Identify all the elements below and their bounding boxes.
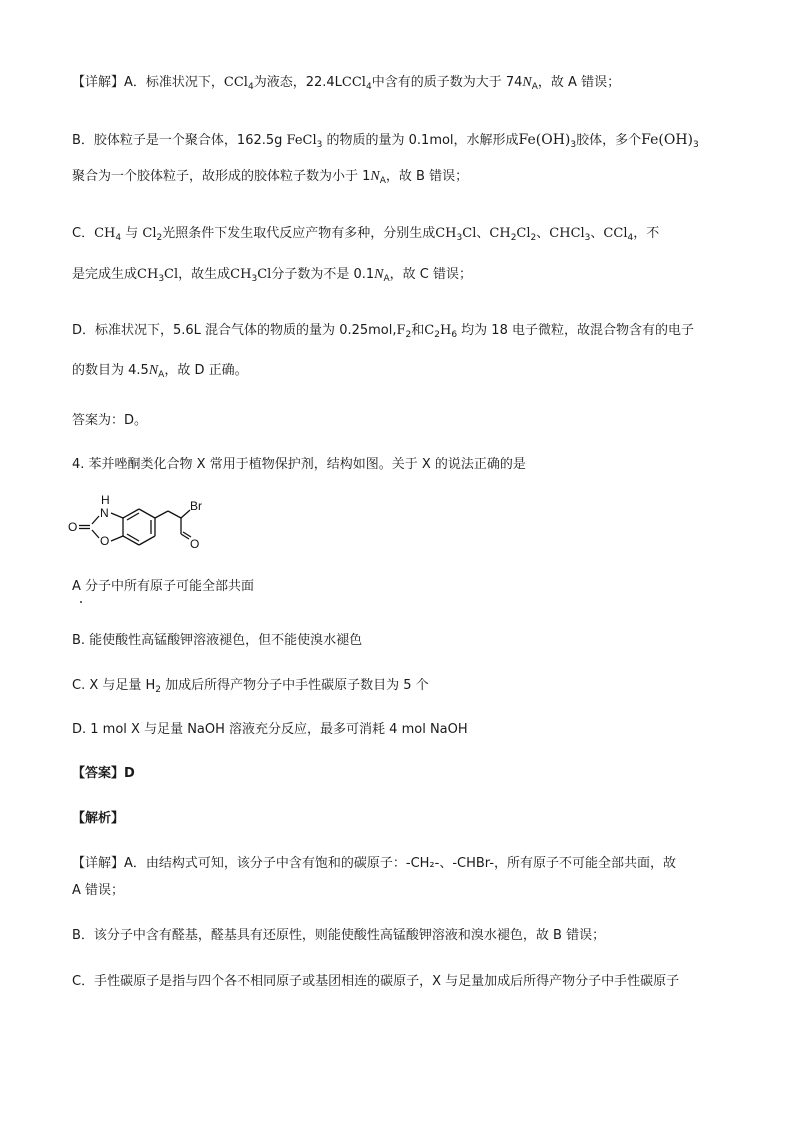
atom-o-aldehyde-label: O	[190, 537, 200, 551]
question-4-stem: 4. 苯并唑酮类化合物 X 常用于植物保护剂，结构如图。关于 X 的说法正确的是	[72, 457, 526, 472]
explanation-b-line-2: 聚合为一个胶体粒子，故形成的胶体粒子数为小于 $1N_A$，故 B 错误；	[72, 169, 469, 186]
atom-h-label: H	[101, 493, 110, 507]
stray-mark	[80, 601, 82, 603]
atom-o-carbonyl-label: O	[68, 520, 78, 534]
detail-c-line: C．手性碳原子是指与四个各不相同原子或基团相连的碳原子，X 与足量加成后所得产物分子中手性碳原子	[72, 974, 680, 989]
answer-heading: 【答案】D	[72, 766, 135, 781]
explanation-a-line: 【详解】A．标准状况下，CCl$_4$为液态，22.4LCCl$_4$中含有的质子数为大于 $74N_A$，故 A 错误；	[72, 75, 621, 92]
option-d: D. 1 mol X 与足量 NaOH 溶液充分反应，最多可消耗 4 mol NaOH	[72, 722, 468, 737]
explanation-b-line: B．胶体粒子是一个聚合体，162.5g FeCl$_3$ 的物质的量为 0.1mol，水解形成$Fe(OH)_3$胶体，多个$Fe(OH)_3$	[72, 132, 699, 150]
answer-summary: 答案为：D。	[72, 413, 148, 428]
explanation-c-line-2: 是完成生成$CH_3Cl$，故生成$CH_3Cl$分子数为不是 $0.1N_A$，故 C 错误；	[72, 267, 472, 284]
detail-a-line: 【详解】A．由结构式可知，该分子中含有饱和的碳原子：-CH₂-、-CHBr-，所有原子不可能全部共面，故	[72, 856, 677, 871]
explanation-d-line-2: 的数目为 $4.5N_A$，故 D 正确。	[72, 363, 248, 380]
option-a: A 分子中所有原子可能全部共面	[72, 579, 255, 594]
atom-n-label: N	[100, 506, 109, 520]
option-c: C. X 与足量 $H_2$ 加成后所得产物分子中手性碳原子数目为 5 个	[72, 678, 429, 695]
molecule-structure	[66, 490, 246, 556]
option-b: B. 能使酸性高锰酸钾溶液褪色，但不能使溴水褪色	[72, 633, 363, 648]
explanation-c-line: C．$CH_4$ 与 $Cl_2$光照条件下发生取代反应产物有多种，分别生成$CH_3Cl$、$CH_2Cl_2$、CHCl$_3$、CCl$_4$，不	[72, 226, 660, 243]
explanation-d-line: D．标准状况下，5.6L 混合气体的物质的量为 $0.25mol,F_2$和$C_2H_6$ 均为 18 电子微粒，故混合物含有的电子	[72, 323, 694, 340]
analysis-heading: 【解析】	[72, 811, 125, 826]
atom-o-ring-label: O	[100, 534, 110, 548]
detail-b-line: B．该分子中含有醛基，醛基具有还原性，则能使酸性高锰酸钾溶液和溴水褪色，故 B 错误；	[72, 928, 606, 943]
atom-br-label: Br	[190, 499, 202, 513]
detail-a-line-2: A 错误；	[72, 883, 125, 898]
